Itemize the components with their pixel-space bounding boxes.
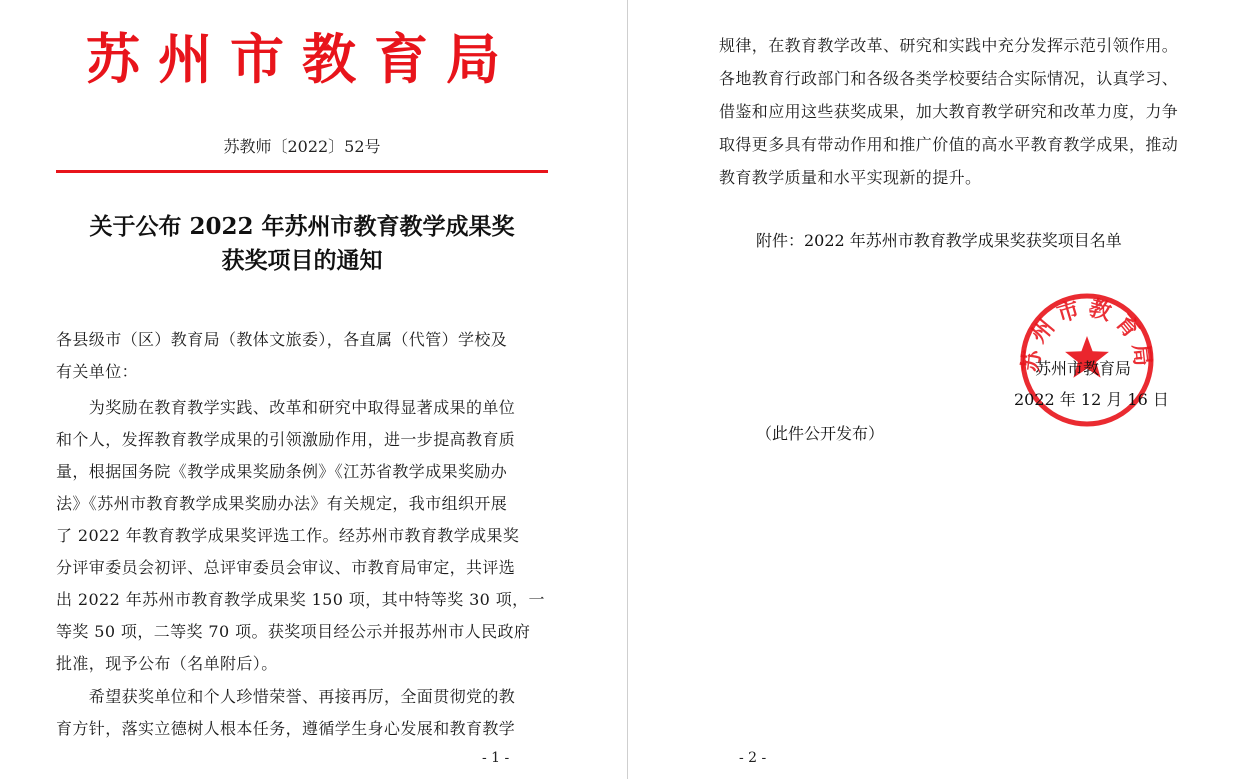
text-line: 等奖 50 项，二等奖 70 项。获奖项目经公示并报苏州市人民政府 [56,622,531,641]
text-line: 希望获奖单位和个人珍惜荣誉、再接再厉，全面贯彻党的教 [56,687,516,706]
text-line: 分评审委员会初评、总评审委员会审议、市教育局审定，共评选 [56,558,516,577]
text-line: 量，根据国务院《教学成果奖励条例》《江苏省教学成果奖励办 [56,462,508,481]
page-number: - 2 - [739,750,767,766]
signature-date: 2022 年 12 月 16 日 [1014,390,1169,409]
title-line-2: 获奖项目的通知 [221,247,383,274]
masthead: 苏州市教育局 [86,27,518,91]
text-line: 教育教学质量和水平实现新的提升。 [719,168,982,187]
text-line: 取得更多具有带动作用和推广价值的高水平教育教学成果，推动 [719,135,1179,154]
salutation [56,324,556,388]
text-line: 借鉴和应用这些获奖成果，加大教育教学研究和改革力度，力争 [719,102,1179,121]
title-line-1: 关于公布 2022 年苏州市教育教学成果奖 [89,213,515,240]
svg-text:苏州市教育局: 苏州市教育局 [1017,294,1157,374]
public-release-note: （此件公开发布） [756,424,885,443]
document-number: 苏教师〔2022〕52号 [223,137,381,156]
paragraph-2 [56,681,556,745]
text-line: 法》《苏州市教育教学成果奖励办法》有关规定，我市组织开展 [56,494,508,513]
text-line: 各地教育行政部门和各级各类学校要结合实际情况，认真学习、 [719,69,1179,88]
text-line: 和个人，发挥教育教学成果的引领激励作用，进一步提高教育质 [56,430,516,449]
text-line: 为奖励在教育教学实践、改革和研究中取得显著成果的单位 [56,398,516,417]
text-line: 出 2022 年苏州市教育教学成果奖 150 项，其中特等奖 30 项，一 [56,590,545,609]
signature-organization: 苏州市教育局 [1035,359,1132,378]
paragraph-continued [719,30,1219,195]
text-line: 了 2022 年教育教学成果奖评选工作。经苏州市教育教学成果奖 [56,526,520,545]
paragraph-1 [56,392,556,680]
page-2 [629,0,1238,779]
salutation-line: 有关单位： [56,362,139,381]
red-divider-line [56,170,548,173]
document-title [56,210,548,278]
text-line: 规律，在教育教学改革、研究和实践中充分发挥示范引领作用。 [719,36,1179,55]
text-line: 批准，现予公布（名单附后）。 [56,654,278,673]
page-number: - 1 - [482,750,510,766]
salutation-line: 各县级市（区）教育局（教体文旅委），各直属（代管）学校及 [56,330,508,349]
text-line: 育方针，落实立德树人根本任务，遵循学生身心发展和教育教学 [56,719,516,738]
attachment-line: 附件：2022 年苏州市教育教学成果奖获奖项目名单 [756,231,1122,250]
page-gutter [627,0,628,779]
